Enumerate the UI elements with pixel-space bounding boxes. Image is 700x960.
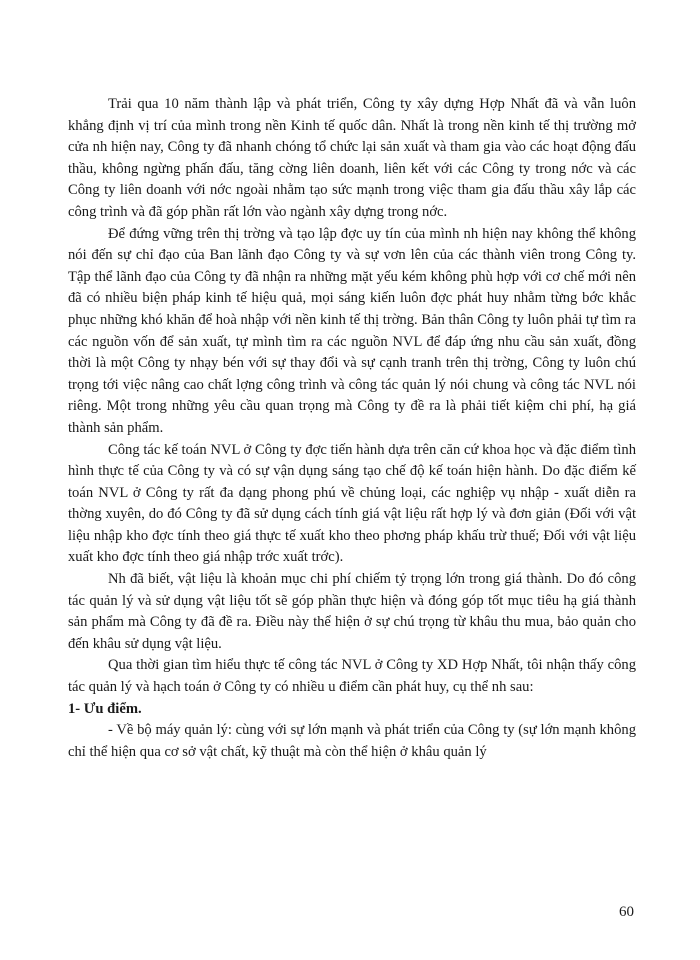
paragraph-4: Nh đã biết, vật liệu là khoản mục chi phí chiếm tỷ trọng lớn trong giá thành. Do đó công tác quản lý và sử dụng vật liệu tốt sẽ góp phần thực hiện và đóng góp tốt mục tiêu hạ giá thành sản phẩm mà Công ty đã đề ra. Điều này thể hiện ở sự chú trọng từ khâu thu mua, bảo quản cho đến khâu sử dụng vật liệu. (68, 571, 636, 652)
section-heading: 1- Ưu điểm. (68, 700, 142, 717)
document-body (68, 94, 636, 763)
paragraph-5: Qua thời gian tìm hiểu thực tế công tác NVL ở Công ty XD Hợp Nhất, tôi nhận thấy công tác quản lý và hạch toán ở Công ty có nhiều u điểm cần phát huy, cụ thể nh sau: (68, 657, 636, 696)
paragraph-3: Công tác kế toán NVL ở Công ty đợc tiến hành dựa trên căn cứ khoa học và đặc điểm tình hình thực tế của Công ty và có sự vận dụng sáng tạo chế độ kế toán hiện hành. Do đặc điểm kế toán NVL ở Công ty rất đa dạng phong phú về chủng loại, các nghiệp vụ nhập - xuất diễn ra thờng xuyên, do đó Công ty đã sử dụng cách tính giá vật liệu rất hợp lý và đơn giản (Đối với vật liệu nhập kho đợc tính theo giá thực tế xuất kho theo phơng pháp khấu trừ thuế; Đối với vật liệu xuất kho đợc tính theo giá nhập trớc xuất trớc). (68, 441, 636, 566)
paragraph-6: - Về bộ máy quản lý: cùng với sự lớn mạnh và phát triển của Công ty (sự lớn mạnh không chỉ thể hiện qua cơ sở vật chất, kỹ thuật mà còn thể hiện ở khâu quản lý (68, 722, 636, 760)
paragraph-2: Để đứng vững trên thị trờng và tạo lập đợc uy tín của mình nh hiện nay không thể không nói đến sự chỉ đạo của Ban lãnh đạo Công ty và sự vơn lên của các thành viên trong Công ty. Tập thể lãnh đạo của Công ty đã nhận ra những mặt yếu kém không phù hợp với cơ chế mới nên đã có nhiều biện pháp kinh tế hiệu quả, mọi sáng kiến luôn đợc phát huy nhằm từng bớc khắc phục những khó khăn để hoà nhập với nền kinh tế thị trờng. Bản thân Công ty luôn phải tự tìm ra các nguồn vốn để sản xuất, tự mình tìm ra các nguồn NVL để đáp ứng nhu cầu sản xuất, đồng thời là một Công ty nhạy bén với sự thay đổi và sự cạnh tranh trên thị trờng, Công ty luôn chú trọng tới việc nâng cao chất lợng công trình và công tác quản lý nói chung và công tác NVL nói riêng. Một trong những yêu cầu quan trọng mà Công ty đề ra là phải tiết kiệm chi phí, hạ giá thành sản phẩm. (68, 225, 636, 436)
page-number: 60 (619, 904, 634, 920)
paragraph-1: Trải qua 10 năm thành lập và phát triển, Công ty xây dựng Hợp Nhất đã và vẫn luôn khẳng định vị trí của mình trong nền Kinh tế quốc dân. Nhất là trong nền kinh tế thị trường mở cửa nh hiện nay, Công ty đã nhanh chóng tổ chức lại sản xuất và tham gia vào các hoạt động đấu thầu, không ngừng phấn đấu, tăng cờng liên doanh, liên kết với các Công ty trong nớc và các Công ty liên doanh với nớc ngoài nhằm tạo sức mạnh trong việc tham gia đấu thầu xây lắp các công trình và đã góp phần rất lớn vào ngành xây dựng trong nớc. (68, 96, 636, 220)
